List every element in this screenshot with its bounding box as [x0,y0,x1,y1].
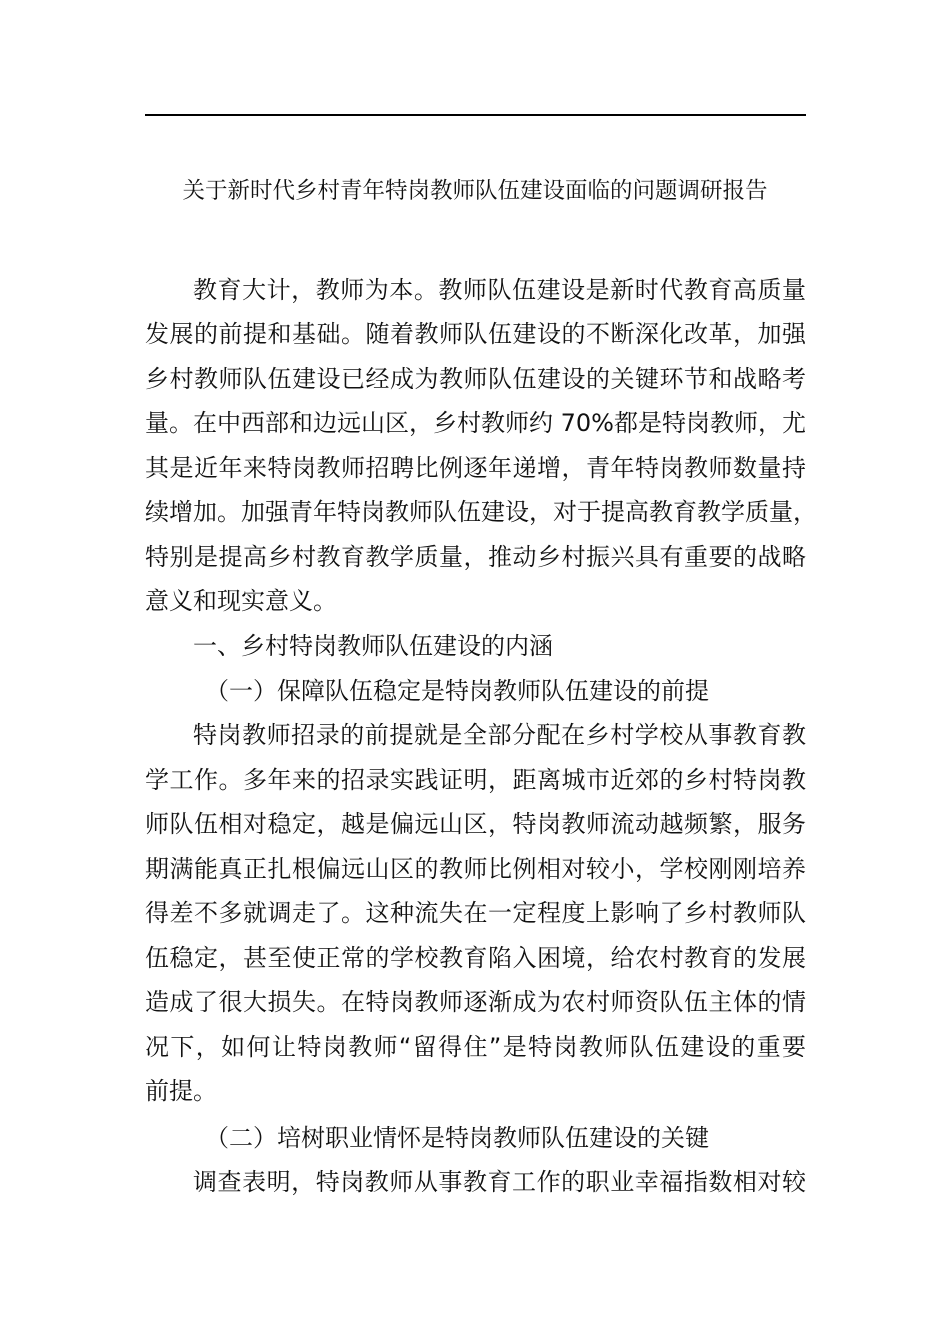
text-line: 续增加。加强青年特岗教师队伍建设，对于提高教育教学质量， [145,498,817,526]
text-line: 调查表明，特岗教师从事教育工作的职业幸福指数相对较 [193,1168,806,1196]
text-line: 造成了很大损失。在特岗教师逐渐成为农村师资队伍主体的情 [145,988,806,1016]
subsection-heading: （一）保障队伍稳定是特岗教师队伍建设的前提 [205,677,709,705]
text-line: 师队伍相对稳定，越是偏远山区，特岗教师流动越频繁，服务 [145,810,806,838]
text-line: 发展的前提和基础。随着教师队伍建设的不断深化改革，加强 [145,320,806,348]
text-line: 教育大计，教师为本。教师队伍建设是新时代教育高质量 [193,276,806,304]
text-line: 得差不多就调走了。这种流失在一定程度上影响了乡村教师队 [145,899,806,927]
text-line: 况下，如何让特岗教师“留得住”是特岗教师队伍建设的重要 [145,1033,806,1061]
header-rule [145,114,806,116]
text-line: 意义和现实意义。 [145,587,337,615]
section-heading: 一、乡村特岗教师队伍建设的内涵 [193,632,553,660]
text-line: 期满能真正扎根偏远山区的教师比例相对较小，学校刚刚培养 [145,855,806,883]
text-line: 其是近年来特岗教师招聘比例逐年递增，青年特岗教师数量持 [145,454,806,482]
text-line: 伍稳定，甚至使正常的学校教育陷入困境，给农村教育的发展 [145,944,806,972]
text-line: 学工作。多年来的招录实践证明，距离城市近郊的乡村特岗教 [145,766,806,794]
text-line: 特别是提高乡村教育教学质量，推动乡村振兴具有重要的战略 [145,543,806,571]
subsection-heading: （二）培树职业情怀是特岗教师队伍建设的关键 [205,1124,709,1152]
text-line: 特岗教师招录的前提就是全部分配在乡村学校从事教育教 [193,721,806,749]
document-title: 关于新时代乡村青年特岗教师队伍建设面临的问题调研报告 [182,178,768,204]
text-line: 乡村教师队伍建设已经成为教师队伍建设的关键环节和战略考 [145,365,806,393]
text-line: 量。在中西部和边远山区，乡村教师约 70%都是特岗教师，尤 [145,409,806,437]
text-line: 前提。 [145,1077,217,1105]
